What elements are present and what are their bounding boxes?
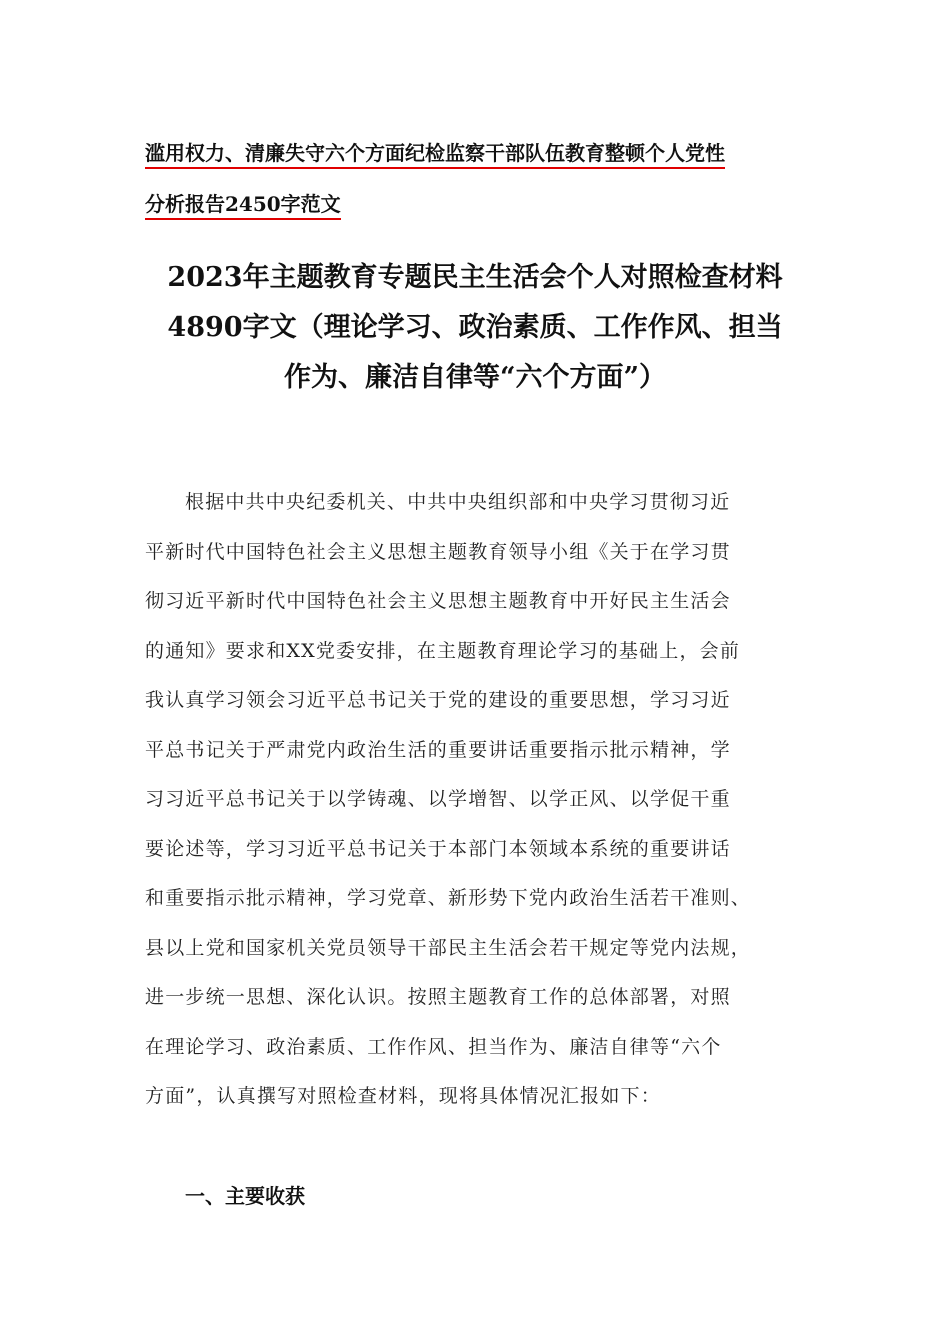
document-title (130, 253, 820, 403)
paragraph-line: 在理论学习、政治素质、工作作风、担当作为、廉洁自律等“六个 (145, 1035, 722, 1058)
paragraph-line: 和重要指示批示精神，学习党章、新形势下党内政治生活若干准则、 (145, 887, 752, 909)
paragraph-line: 彻习近平新时代中国特色社会主义思想主题教育中开好民主生活会 (145, 590, 731, 612)
document-title-line-2: 4890字文（理论学习、政治素质、工作作风、担当 (167, 312, 783, 343)
related-article-link[interactable] (145, 132, 825, 234)
related-article-link-line-2[interactable]: 分析报告2450字范文 (145, 190, 341, 220)
paragraph-line: 进一步统一思想、深化认识。按照主题教育工作的总体部署，对照 (145, 986, 731, 1008)
document-title-line-3: 作为、廉洁自律等“六个方面”） (283, 362, 667, 393)
paragraph-line: 平总书记关于严肃党内政治生活的重要讲话重要指示批示精神，学 (145, 738, 731, 761)
related-article-link-line-1[interactable]: 滥用权力、清廉失守六个方面纪检监察干部队伍教育整顿个人党性 (145, 139, 725, 169)
paragraph-line: 方面”，认真撰写对照检查材料，现将具体情况汇报如下： (145, 1085, 661, 1107)
paragraph-line: 我认真学习领会习近平总书记关于党的建设的重要思想，学习习近 (145, 689, 731, 711)
paragraph-line: 根据中共中央纪委机关、中共中央组织部和中央学习贯彻习近 (185, 491, 731, 513)
intro-paragraph (145, 478, 825, 1122)
paragraph-line: 平新时代中国特色社会主义思想主题教育领导小组《关于在学习贯 (145, 540, 731, 563)
paragraph-line: 习习近平总书记关于以学铸魂、以学增智、以学正风、以学促干重 (145, 788, 731, 810)
paragraph-line: 的通知》要求和XX党委安排，在主题教育理论学习的基础上，会前 (145, 639, 741, 662)
section-heading: 一、主要收获 (185, 1184, 305, 1208)
paragraph-line: 县以上党和国家机关党员领导干部民主生活会若干规定等党内法规， (145, 936, 752, 959)
document-title-line-1: 2023年主题教育专题民主生活会个人对照检查材料 (167, 262, 783, 293)
paragraph-line: 要论述等，学习习近平总书记关于本部门本领域本系统的重要讲话 (145, 837, 731, 860)
